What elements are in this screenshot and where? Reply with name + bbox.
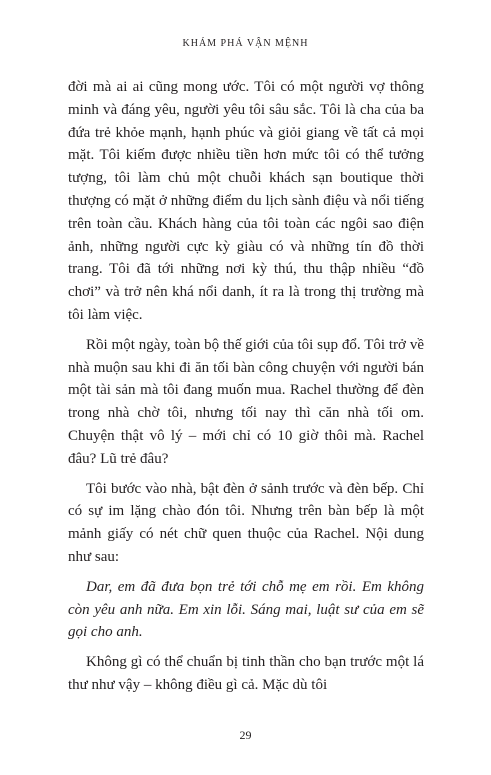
page-number: 29 xyxy=(239,728,252,742)
paragraph-world-collapse: Rồi một ngày, toàn bộ thế giới của tôi sụp đổ. Tôi trở về nhà muộn sau khi đi ăn tối bàn công chuyện với người bán một tài sản mà tôi đang muốn mua. Rachel thường để đèn trong nhà chờ tôi, nhưng tối nay thì căn nhà tối om. Chuyện thật vô lý – mới chỉ có 10 giờ thôi mà. Rachel đâu? Lũ trẻ đâu? xyxy=(68,336,424,467)
paragraph-no-preparation: Không gì có thể chuẩn bị tinh thần cho bạn trước một lá thư như vậy – không điều gì cả. Mặc dù tôi xyxy=(68,654,424,693)
running-header: KHÁM PHÁ VẬN MỆNH xyxy=(182,38,309,49)
body-text xyxy=(68,76,424,704)
paragraph-entering-house: Tôi bước vào nhà, bật đèn ở sảnh trước và đèn bếp. Chỉ có sự im lặng chào đón tôi. Nhưng trên bàn bếp là một mảnh giấy có nét chữ quen thuộc của Rachel. Nội dung như sau: xyxy=(68,480,424,565)
paragraph-continued: đời mà ai ai cũng mong ước. Tôi có một người vợ thông minh và đáng yêu, người yêu tôi sâu sắc. Tôi là cha của ba đứa trẻ khỏe mạnh, hạnh phúc và giỏi giang về tất cả mọi mặt. Tôi kiếm được nhiều tiền hơn mức tôi có thể tưởng tượng, tôi làm chủ một chuỗi khách sạn boutique thời thượng có mặt ở những điểm du lịch sành điệu và nổi tiếng trên toàn cầu. Khách hàng của tôi toàn các ngôi sao điện ảnh, những người cực kỳ giàu có và những tín đồ thời trang. Tôi đã tới những nơi kỳ thú, thu thập nhiều “đồ chơi” và trở nên khá nổi danh, ít ra là trong thị trường mà tôi làm việc. xyxy=(68,79,424,323)
paragraph-letter-quote: Dar, em đã đưa bọn trẻ tới chỗ mẹ em rồi. Em không còn yêu anh nữa. Em xin lỗi. Sáng mai, luật sư của em sẽ gọi cho anh. xyxy=(68,578,424,641)
